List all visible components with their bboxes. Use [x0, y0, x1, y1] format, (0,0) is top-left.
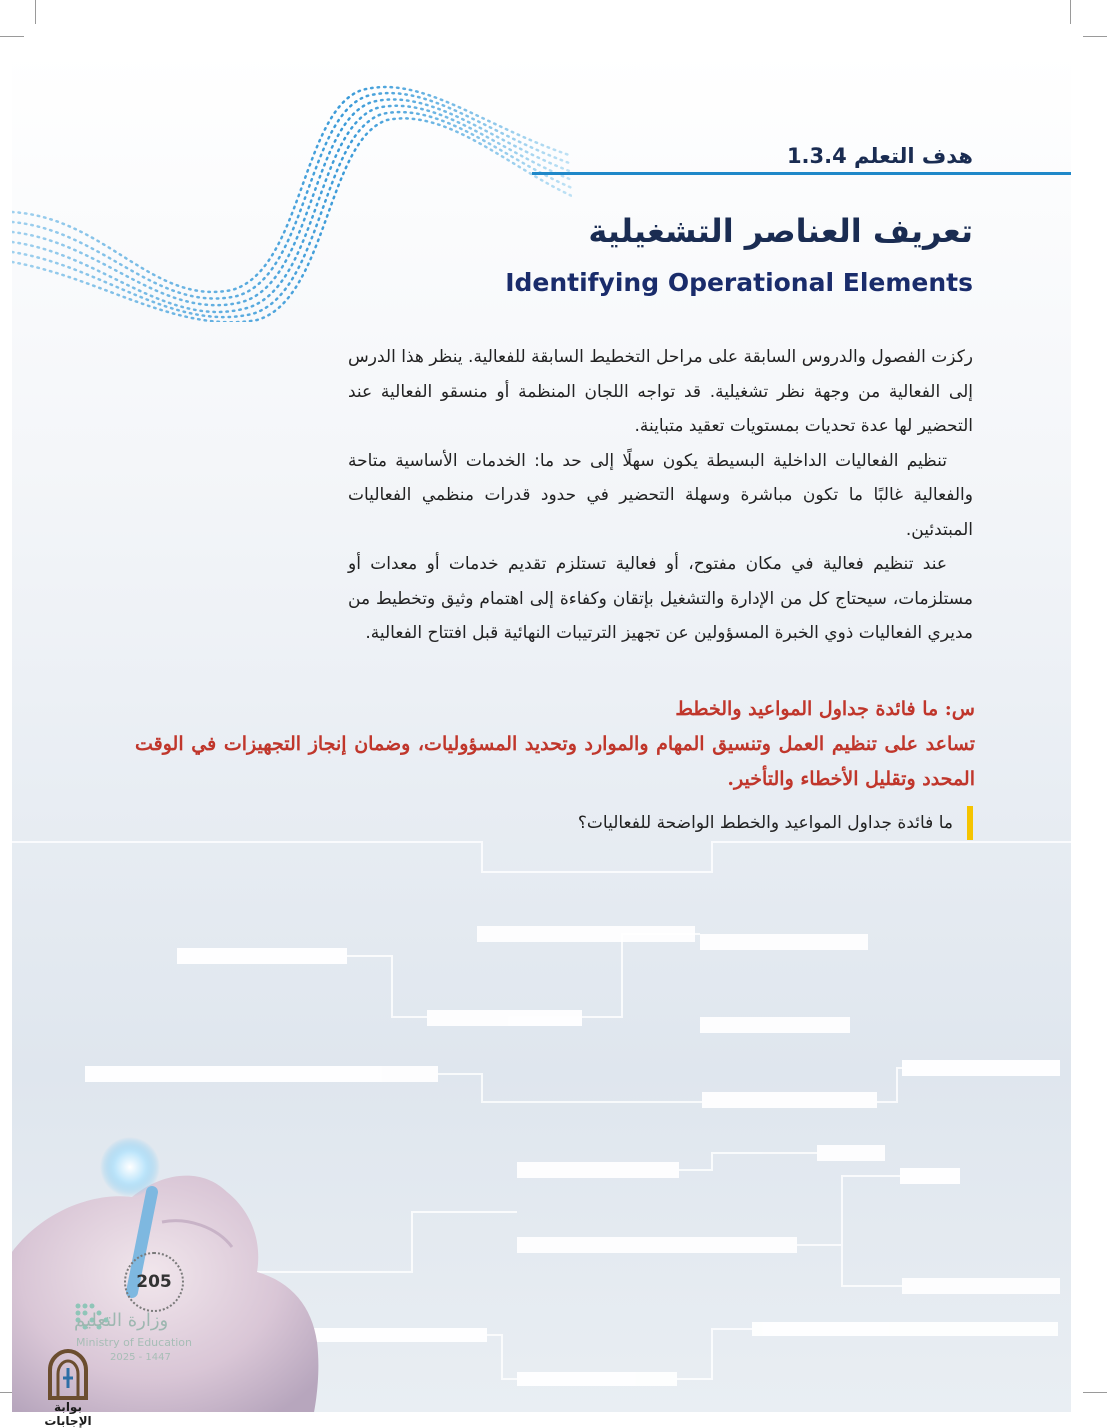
review-question: ما فائدة جداول المواعيد والخطط الواضحة للفعاليات؟ — [578, 806, 973, 840]
edition-year: 2025 - 1447 — [110, 1352, 171, 1363]
page-number: 205 — [124, 1252, 184, 1312]
dotted-wave-decoration — [12, 82, 572, 322]
page-title-arabic: تعريف العناصر التشغيلية — [588, 212, 973, 250]
site-name: بوابة الإجابات — [44, 1400, 92, 1428]
crop-mark — [0, 36, 24, 37]
paragraph: تنظيم الفعاليات الداخلية البسيطة يكون سهلًا إلى حد ما: الخدمات الأساسية متاحة والفعالية غالبًا ما تكون مباشرة وسهلة التحضير في حدود قدرات منظمي الفعاليات المبتدئين. — [348, 450, 973, 540]
paragraph: ركزت الفصول والدروس السابقة على مراحل التخطيط السابقة للفعالية. ينظر هذا الدرس إلى الفعالية من وجهة نظر تشغيلية. قد تواجه اللجان المنظمة أو منسقو الفعالية عند التحضير لها عدة تحديات بمستويات تعقيد متباينة. — [348, 347, 973, 436]
crop-mark — [1083, 1392, 1107, 1393]
question-answer-note — [135, 692, 975, 797]
textbook-page — [12, 52, 1071, 1412]
site-logo[interactable] — [30, 1348, 106, 1426]
answer-text: تساعد على تنظيم العمل وتنسيق المهام والموارد وتحديد المسؤوليات، وضمان إنجاز التجهيزات في الوقت المحدد وتقليل الأخطاء والتأخير. — [135, 733, 975, 790]
ministry-name-english: Ministry of Education — [76, 1336, 193, 1349]
ministry-name-arabic: وزارة التعليم — [74, 1310, 169, 1331]
crop-mark — [35, 0, 36, 24]
archway-icon — [46, 1348, 90, 1400]
accent-divider — [532, 172, 1071, 175]
learning-goal-label: هدف التعلم 1.3.4 — [786, 144, 973, 168]
page-title-english: Identifying Operational Elements — [505, 268, 973, 297]
paragraph: عند تنظيم فعالية في مكان مفتوح، أو فعالية تستلزم تقديم خدمات أو معدات أو مستلزمات، سيحتاج كل من الإدارة والتشغيل بإتقان وكفاءة إلى اهتمام وثيق وتخطيط من مديري الفعاليات ذوي الخبرة المسؤولين عن تجهيز الترتيبات النهائية قبل افتتاح الفعالية. — [348, 554, 973, 643]
question-text: س: ما فائدة جداول المواعيد والخطط — [675, 698, 975, 720]
crop-mark — [1070, 0, 1071, 24]
body-text — [348, 340, 973, 651]
crop-mark — [1083, 36, 1107, 37]
